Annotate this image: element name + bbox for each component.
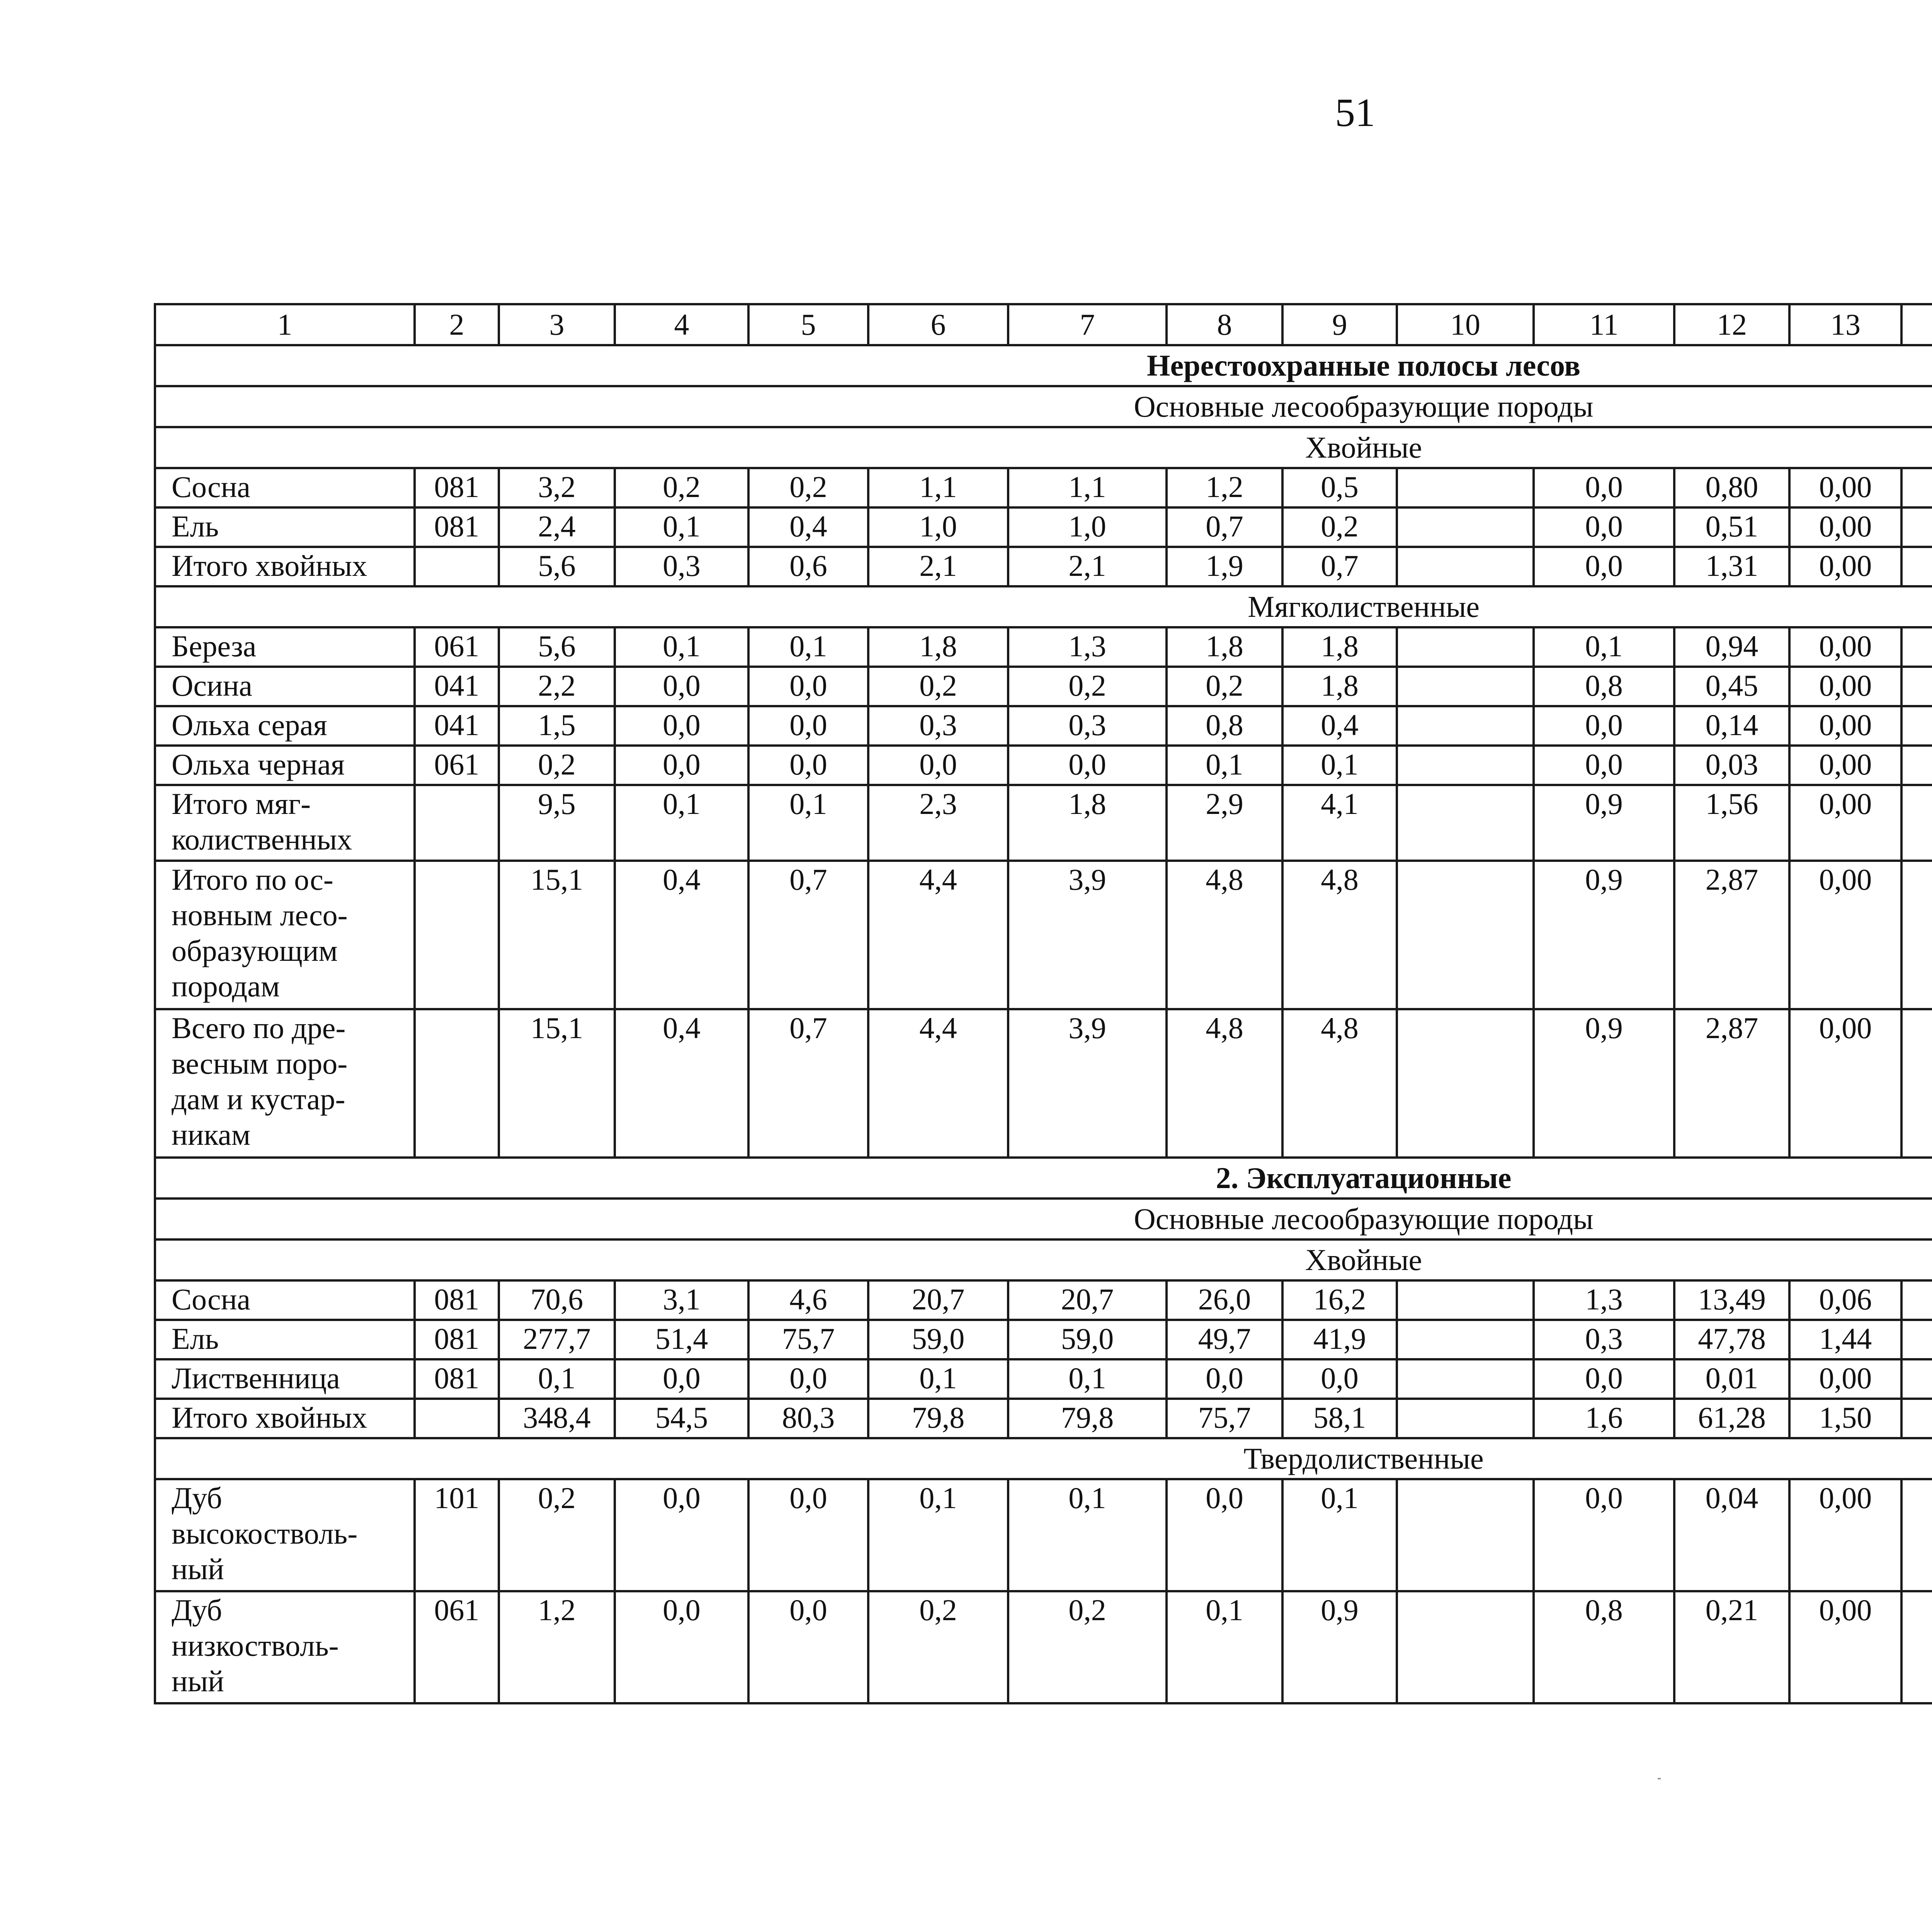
value-cell xyxy=(1901,627,1932,667)
table-row xyxy=(155,1591,1932,1703)
value-cell: 75,7 xyxy=(748,1320,868,1359)
value-cell: 348,4 xyxy=(499,1399,615,1438)
value-cell: 26,0 xyxy=(1167,1280,1282,1320)
value-cell xyxy=(1397,468,1534,507)
value-cell: 0,1 xyxy=(1167,746,1282,785)
value-cell: 1,50 xyxy=(1789,1399,1901,1438)
value-cell: 0,0 xyxy=(1534,746,1674,785)
table-row xyxy=(155,1479,1932,1591)
value-cell: 1,8 xyxy=(868,627,1008,667)
value-cell: 2,3 xyxy=(868,785,1008,861)
value-cell: 0,0 xyxy=(1534,1479,1674,1591)
value-cell: 0,00 xyxy=(1789,667,1901,706)
value-cell: 0,0 xyxy=(1282,1359,1397,1399)
column-number-cell: 10 xyxy=(1397,304,1534,345)
column-number-cell: 1 xyxy=(155,304,415,345)
code-cell: 101 xyxy=(415,1479,499,1591)
value-cell: 0,00 xyxy=(1789,1591,1901,1703)
value-cell: 0,01 xyxy=(1674,1359,1789,1399)
species-name-cell: Ольха серая xyxy=(155,706,415,746)
value-cell: 0,1 xyxy=(748,627,868,667)
value-cell: 0,1 xyxy=(615,785,748,861)
value-cell: 0,1 xyxy=(1167,1591,1282,1703)
value-cell xyxy=(1901,1479,1932,1591)
column-number-cell: 13 xyxy=(1789,304,1901,345)
section-title: Мягколиственные xyxy=(155,586,1932,627)
scan-mark xyxy=(1658,1778,1661,1779)
value-cell: 1,8 xyxy=(1282,627,1397,667)
value-cell: 0,0 xyxy=(748,1479,868,1591)
value-cell: 0,8 xyxy=(1534,667,1674,706)
value-cell: 0,0 xyxy=(1167,1479,1282,1591)
value-cell: 1,1 xyxy=(1008,468,1167,507)
value-cell: 3,9 xyxy=(1008,861,1167,1009)
column-number-cell: 2 xyxy=(415,304,499,345)
code-cell xyxy=(415,785,499,861)
data-table xyxy=(154,303,1932,1704)
code-cell: 041 xyxy=(415,706,499,746)
value-cell: 79,8 xyxy=(1008,1399,1167,1438)
value-cell: 3,9 xyxy=(1008,1009,1167,1158)
section-header-row xyxy=(155,1438,1932,1479)
value-cell: 0,1 xyxy=(748,785,868,861)
species-name-cell: Дуб высокостволь- ный xyxy=(155,1479,415,1591)
species-name-cell: Береза xyxy=(155,627,415,667)
value-cell: 0,2 xyxy=(615,468,748,507)
value-cell: 15,1 xyxy=(499,861,615,1009)
value-cell: 0,0 xyxy=(615,1591,748,1703)
value-cell: 0,3 xyxy=(615,547,748,586)
value-cell: 0,80 xyxy=(1674,468,1789,507)
value-cell: 0,14 xyxy=(1674,706,1789,746)
value-cell: 0,0 xyxy=(615,1479,748,1591)
section-title: Основные лесообразующие породы xyxy=(155,386,1932,427)
value-cell: 1,5 xyxy=(499,706,615,746)
value-cell: 0,00 xyxy=(1789,507,1901,547)
value-cell: 2,9 xyxy=(1167,785,1282,861)
value-cell xyxy=(1901,1359,1932,1399)
code-cell: 081 xyxy=(415,1359,499,1399)
value-cell: 0,2 xyxy=(1008,667,1167,706)
value-cell: 0,0 xyxy=(748,1591,868,1703)
value-cell xyxy=(1397,667,1534,706)
value-cell: 0,9 xyxy=(1534,785,1674,861)
value-cell: 0,5 xyxy=(1282,468,1397,507)
value-cell: 0,4 xyxy=(615,861,748,1009)
value-cell: 0,03 xyxy=(1674,746,1789,785)
value-cell: 0,1 xyxy=(615,627,748,667)
column-number-cell: 8 xyxy=(1167,304,1282,345)
table-row xyxy=(155,1359,1932,1399)
table-row xyxy=(155,706,1932,746)
value-cell: 0,0 xyxy=(748,746,868,785)
value-cell: 1,3 xyxy=(1534,1280,1674,1320)
value-cell: 0,0 xyxy=(1534,468,1674,507)
code-cell: 041 xyxy=(415,667,499,706)
value-cell xyxy=(1397,1320,1534,1359)
species-name-cell: Итого мяг- колиственных xyxy=(155,785,415,861)
value-cell: 2,87 xyxy=(1674,1009,1789,1158)
value-cell: 0,2 xyxy=(748,468,868,507)
value-cell: 0,00 xyxy=(1789,706,1901,746)
section-header-row xyxy=(155,1199,1932,1239)
value-cell: 0,9 xyxy=(1534,861,1674,1009)
value-cell: 1,6 xyxy=(1534,1399,1674,1438)
code-cell: 081 xyxy=(415,1280,499,1320)
value-cell: 80,3 xyxy=(748,1399,868,1438)
value-cell: 0,2 xyxy=(499,1479,615,1591)
value-cell: 1,1 xyxy=(868,468,1008,507)
value-cell: 16,2 xyxy=(1282,1280,1397,1320)
species-name-cell: Лиственница xyxy=(155,1359,415,1399)
value-cell: 0,3 xyxy=(1008,706,1167,746)
value-cell: 0,1 xyxy=(1282,1479,1397,1591)
section-header-row xyxy=(155,586,1932,627)
column-number-cell: 9 xyxy=(1282,304,1397,345)
table-row xyxy=(155,1009,1932,1158)
value-cell xyxy=(1901,1591,1932,1703)
value-cell: 0,21 xyxy=(1674,1591,1789,1703)
value-cell: 0,0 xyxy=(1534,706,1674,746)
value-cell: 3,1 xyxy=(615,1280,748,1320)
value-cell: 1,2 xyxy=(1167,468,1282,507)
table-row xyxy=(155,746,1932,785)
value-cell xyxy=(1901,547,1932,586)
column-number-cell xyxy=(1901,304,1932,345)
table-row xyxy=(155,785,1932,861)
code-cell: 061 xyxy=(415,746,499,785)
value-cell: 79,8 xyxy=(868,1399,1008,1438)
value-cell xyxy=(1397,1591,1534,1703)
column-number-cell: 7 xyxy=(1008,304,1167,345)
value-cell: 2,87 xyxy=(1674,861,1789,1009)
code-cell xyxy=(415,547,499,586)
value-cell: 0,2 xyxy=(1282,507,1397,547)
value-cell: 51,4 xyxy=(615,1320,748,1359)
section-title: 2. Эксплуатационные xyxy=(155,1158,1932,1199)
species-name-cell: Всего по дре- весным поро- дам и кустар- никам xyxy=(155,1009,415,1158)
value-cell: 0,0 xyxy=(1534,1359,1674,1399)
column-number-cell: 4 xyxy=(615,304,748,345)
species-name-cell: Итого хвойных xyxy=(155,1399,415,1438)
value-cell: 0,06 xyxy=(1789,1280,1901,1320)
value-cell: 0,0 xyxy=(1008,746,1167,785)
value-cell: 0,2 xyxy=(499,746,615,785)
species-name-cell: Сосна xyxy=(155,1280,415,1320)
species-name-cell: Дуб низкостволь- ный xyxy=(155,1591,415,1703)
value-cell xyxy=(1397,746,1534,785)
value-cell xyxy=(1901,1280,1932,1320)
value-cell: 0,1 xyxy=(1282,746,1397,785)
value-cell: 0,2 xyxy=(868,1591,1008,1703)
section-header-row xyxy=(155,1239,1932,1280)
value-cell: 0,00 xyxy=(1789,785,1901,861)
page-number: 51 xyxy=(1335,90,1375,135)
value-cell: 0,00 xyxy=(1789,746,1901,785)
value-cell: 20,7 xyxy=(1008,1280,1167,1320)
data-table-container xyxy=(154,303,1932,1704)
value-cell xyxy=(1397,627,1534,667)
value-cell: 4,1 xyxy=(1282,785,1397,861)
table-row xyxy=(155,1280,1932,1320)
value-cell: 2,1 xyxy=(1008,547,1167,586)
species-name-cell: Итого по ос- новным лесо- образующим породам xyxy=(155,861,415,1009)
column-number-cell: 5 xyxy=(748,304,868,345)
value-cell: 1,8 xyxy=(1008,785,1167,861)
value-cell: 0,3 xyxy=(868,706,1008,746)
column-number-cell: 3 xyxy=(499,304,615,345)
section-header-row xyxy=(155,345,1932,386)
code-cell xyxy=(415,861,499,1009)
value-cell: 1,3 xyxy=(1008,627,1167,667)
value-cell xyxy=(1901,706,1932,746)
value-cell: 54,5 xyxy=(615,1399,748,1438)
value-cell: 61,28 xyxy=(1674,1399,1789,1438)
value-cell: 0,7 xyxy=(1167,507,1282,547)
table-row xyxy=(155,468,1932,507)
section-title: Хвойные xyxy=(155,1239,1932,1280)
value-cell: 4,6 xyxy=(748,1280,868,1320)
value-cell: 0,4 xyxy=(748,507,868,547)
value-cell: 0,0 xyxy=(868,746,1008,785)
value-cell: 5,6 xyxy=(499,547,615,586)
value-cell: 0,0 xyxy=(748,706,868,746)
value-cell: 0,04 xyxy=(1674,1479,1789,1591)
code-cell: 081 xyxy=(415,1320,499,1359)
value-cell: 277,7 xyxy=(499,1320,615,1359)
value-cell: 0,2 xyxy=(1008,1591,1167,1703)
value-cell: 0,7 xyxy=(748,861,868,1009)
value-cell xyxy=(1901,1320,1932,1359)
table-row xyxy=(155,627,1932,667)
section-title: Твердолиственные xyxy=(155,1438,1932,1479)
species-name-cell: Итого хвойных xyxy=(155,547,415,586)
value-cell: 2,4 xyxy=(499,507,615,547)
value-cell: 15,1 xyxy=(499,1009,615,1158)
code-cell: 081 xyxy=(415,468,499,507)
value-cell: 0,0 xyxy=(615,706,748,746)
value-cell xyxy=(1397,1479,1534,1591)
value-cell: 4,4 xyxy=(868,861,1008,1009)
value-cell: 0,00 xyxy=(1789,1009,1901,1158)
code-cell: 061 xyxy=(415,627,499,667)
value-cell xyxy=(1901,468,1932,507)
value-cell: 0,3 xyxy=(1534,1320,1674,1359)
code-cell xyxy=(415,1009,499,1158)
value-cell: 0,1 xyxy=(1008,1479,1167,1591)
value-cell: 13,49 xyxy=(1674,1280,1789,1320)
value-cell: 0,51 xyxy=(1674,507,1789,547)
value-cell: 0,1 xyxy=(868,1479,1008,1591)
value-cell: 4,8 xyxy=(1167,1009,1282,1158)
value-cell: 75,7 xyxy=(1167,1399,1282,1438)
table-row xyxy=(155,1399,1932,1438)
species-name-cell: Сосна xyxy=(155,468,415,507)
value-cell: 0,0 xyxy=(748,1359,868,1399)
value-cell xyxy=(1901,507,1932,547)
value-cell: 0,00 xyxy=(1789,1479,1901,1591)
value-cell: 0,2 xyxy=(868,667,1008,706)
value-cell: 49,7 xyxy=(1167,1320,1282,1359)
column-number-cell: 12 xyxy=(1674,304,1789,345)
value-cell xyxy=(1901,861,1932,1009)
table-body xyxy=(155,304,1932,1703)
value-cell: 0,4 xyxy=(615,1009,748,1158)
value-cell: 0,1 xyxy=(868,1359,1008,1399)
value-cell xyxy=(1397,785,1534,861)
value-cell: 1,0 xyxy=(1008,507,1167,547)
value-cell: 58,1 xyxy=(1282,1399,1397,1438)
value-cell: 0,0 xyxy=(615,746,748,785)
value-cell: 20,7 xyxy=(868,1280,1008,1320)
table-row xyxy=(155,667,1932,706)
value-cell xyxy=(1901,1399,1932,1438)
value-cell: 41,9 xyxy=(1282,1320,1397,1359)
table-row xyxy=(155,1320,1932,1359)
value-cell: 0,0 xyxy=(1534,547,1674,586)
code-cell: 061 xyxy=(415,1591,499,1703)
section-title: Нерестоохранные полосы лесов xyxy=(155,345,1932,386)
value-cell: 1,0 xyxy=(868,507,1008,547)
value-cell: 59,0 xyxy=(1008,1320,1167,1359)
value-cell: 5,6 xyxy=(499,627,615,667)
value-cell xyxy=(1397,861,1534,1009)
value-cell: 0,1 xyxy=(1008,1359,1167,1399)
value-cell: 0,2 xyxy=(1167,667,1282,706)
value-cell: 0,8 xyxy=(1167,706,1282,746)
value-cell: 70,6 xyxy=(499,1280,615,1320)
value-cell xyxy=(1901,1009,1932,1158)
code-cell xyxy=(415,1399,499,1438)
value-cell: 0,00 xyxy=(1789,547,1901,586)
value-cell: 0,9 xyxy=(1534,1009,1674,1158)
value-cell: 0,9 xyxy=(1282,1591,1397,1703)
value-cell: 4,8 xyxy=(1167,861,1282,1009)
value-cell: 59,0 xyxy=(868,1320,1008,1359)
value-cell: 2,1 xyxy=(868,547,1008,586)
value-cell xyxy=(1397,1009,1534,1158)
value-cell xyxy=(1397,1280,1534,1320)
value-cell: 0,4 xyxy=(1282,706,1397,746)
value-cell: 4,8 xyxy=(1282,861,1397,1009)
value-cell: 9,5 xyxy=(499,785,615,861)
code-cell: 081 xyxy=(415,507,499,547)
section-header-row xyxy=(155,1158,1932,1199)
value-cell: 0,0 xyxy=(1534,507,1674,547)
species-name-cell: Ель xyxy=(155,1320,415,1359)
column-number-cell: 11 xyxy=(1534,304,1674,345)
value-cell: 47,78 xyxy=(1674,1320,1789,1359)
value-cell: 0,00 xyxy=(1789,1359,1901,1399)
value-cell: 1,31 xyxy=(1674,547,1789,586)
value-cell: 3,2 xyxy=(499,468,615,507)
value-cell: 1,8 xyxy=(1282,667,1397,706)
value-cell: 0,0 xyxy=(1167,1359,1282,1399)
value-cell: 1,56 xyxy=(1674,785,1789,861)
value-cell: 1,2 xyxy=(499,1591,615,1703)
value-cell xyxy=(1901,746,1932,785)
species-name-cell: Ольха черная xyxy=(155,746,415,785)
value-cell xyxy=(1397,1359,1534,1399)
value-cell: 0,00 xyxy=(1789,861,1901,1009)
value-cell: 4,4 xyxy=(868,1009,1008,1158)
section-title: Основные лесообразующие породы xyxy=(155,1199,1932,1239)
value-cell: 0,1 xyxy=(499,1359,615,1399)
value-cell xyxy=(1397,706,1534,746)
species-name-cell: Осина xyxy=(155,667,415,706)
table-row xyxy=(155,507,1932,547)
table-row xyxy=(155,861,1932,1009)
value-cell: 1,8 xyxy=(1167,627,1282,667)
column-number-cell: 6 xyxy=(868,304,1008,345)
value-cell: 1,9 xyxy=(1167,547,1282,586)
column-numbers-row xyxy=(155,304,1932,345)
value-cell: 4,8 xyxy=(1282,1009,1397,1158)
value-cell: 0,7 xyxy=(748,1009,868,1158)
table-row xyxy=(155,547,1932,586)
value-cell: 2,2 xyxy=(499,667,615,706)
species-name-cell: Ель xyxy=(155,507,415,547)
value-cell: 0,00 xyxy=(1789,468,1901,507)
value-cell: 1,44 xyxy=(1789,1320,1901,1359)
value-cell xyxy=(1397,547,1534,586)
value-cell xyxy=(1397,507,1534,547)
value-cell: 0,8 xyxy=(1534,1591,1674,1703)
value-cell xyxy=(1901,785,1932,861)
value-cell xyxy=(1397,1399,1534,1438)
value-cell: 0,0 xyxy=(748,667,868,706)
value-cell: 0,94 xyxy=(1674,627,1789,667)
value-cell: 0,00 xyxy=(1789,627,1901,667)
value-cell: 0,6 xyxy=(748,547,868,586)
value-cell: 0,7 xyxy=(1282,547,1397,586)
section-header-row xyxy=(155,427,1932,468)
section-header-row xyxy=(155,386,1932,427)
value-cell: 0,1 xyxy=(1534,627,1674,667)
value-cell: 0,0 xyxy=(615,667,748,706)
value-cell: 0,0 xyxy=(615,1359,748,1399)
value-cell: 0,1 xyxy=(615,507,748,547)
value-cell xyxy=(1901,667,1932,706)
value-cell: 0,45 xyxy=(1674,667,1789,706)
section-title: Хвойные xyxy=(155,427,1932,468)
